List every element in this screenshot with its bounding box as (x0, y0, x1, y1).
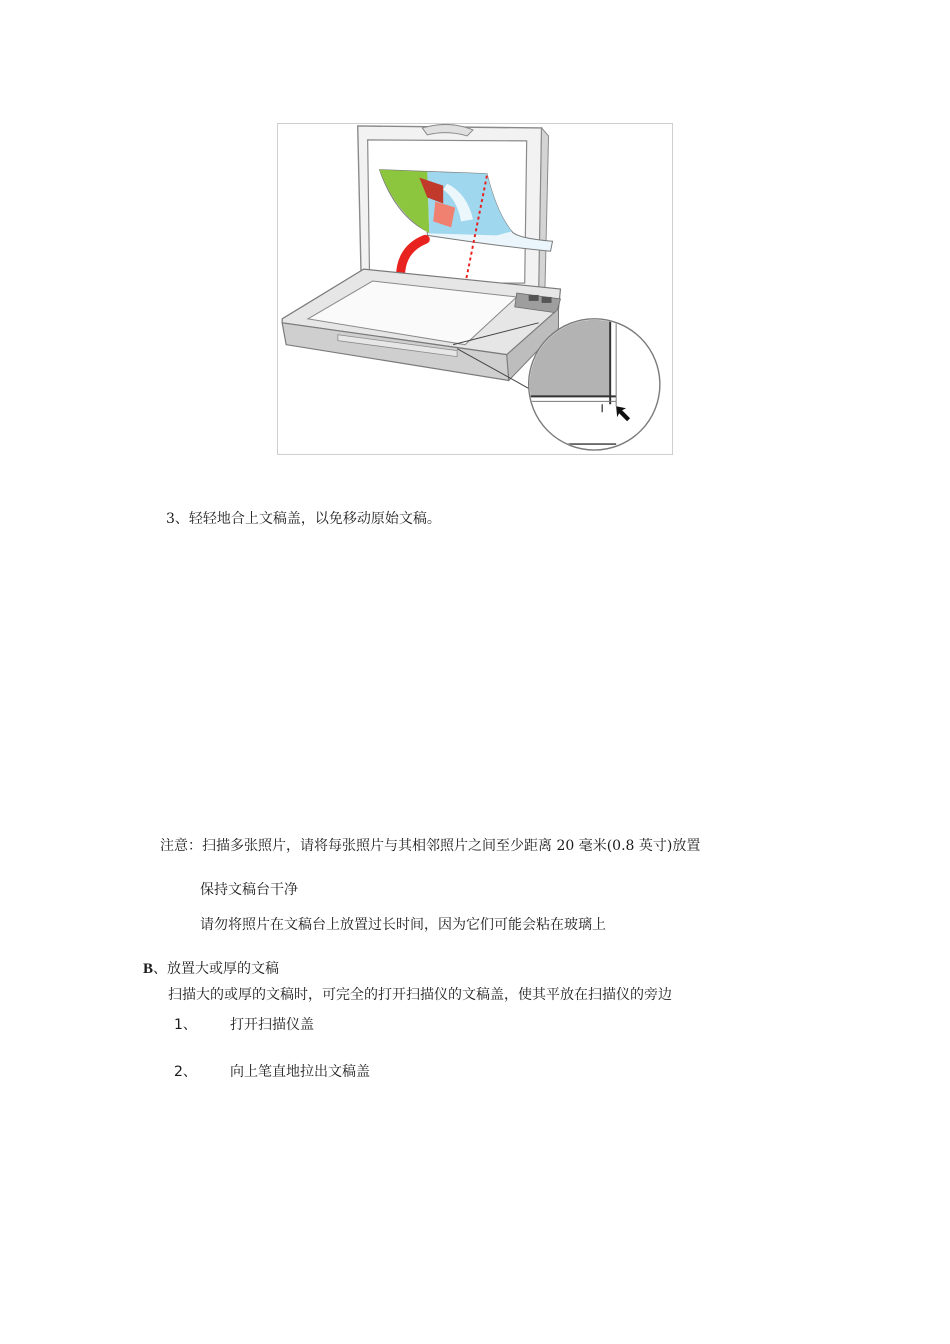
step-2-number: 2、 (174, 1064, 197, 1080)
scanner-illustration (277, 123, 673, 455)
step-1-text: 打开扫描仪盖 (230, 1017, 314, 1033)
section-b-letter: B (143, 961, 154, 977)
step-3-text: 3、轻轻地合上文稿盖，以免移动原始文稿。 (166, 511, 441, 527)
section-b-title: 、放置大或厚的文稿 (153, 961, 280, 977)
step-1-number: 1、 (174, 1017, 197, 1033)
note-text: 注意：扫描多张照片，请将每张照片与其相邻照片之间至少距离 20 毫米(0.8 英寸)放置 (160, 838, 701, 854)
section-b-heading (143, 960, 279, 978)
note-do-not-leave: 请勿将照片在文稿台上放置过长时间，因为它们可能会粘在玻璃上 (200, 917, 606, 933)
step-2-text: 向上笔直地拉出文稿盖 (230, 1064, 370, 1080)
section-b-intro: 扫描大的或厚的文稿时，可完全的打开扫描仪的文稿盖，使其平放在扫描仪的旁边 (168, 987, 672, 1003)
note-keep-clean: 保持文稿台干净 (200, 882, 298, 898)
